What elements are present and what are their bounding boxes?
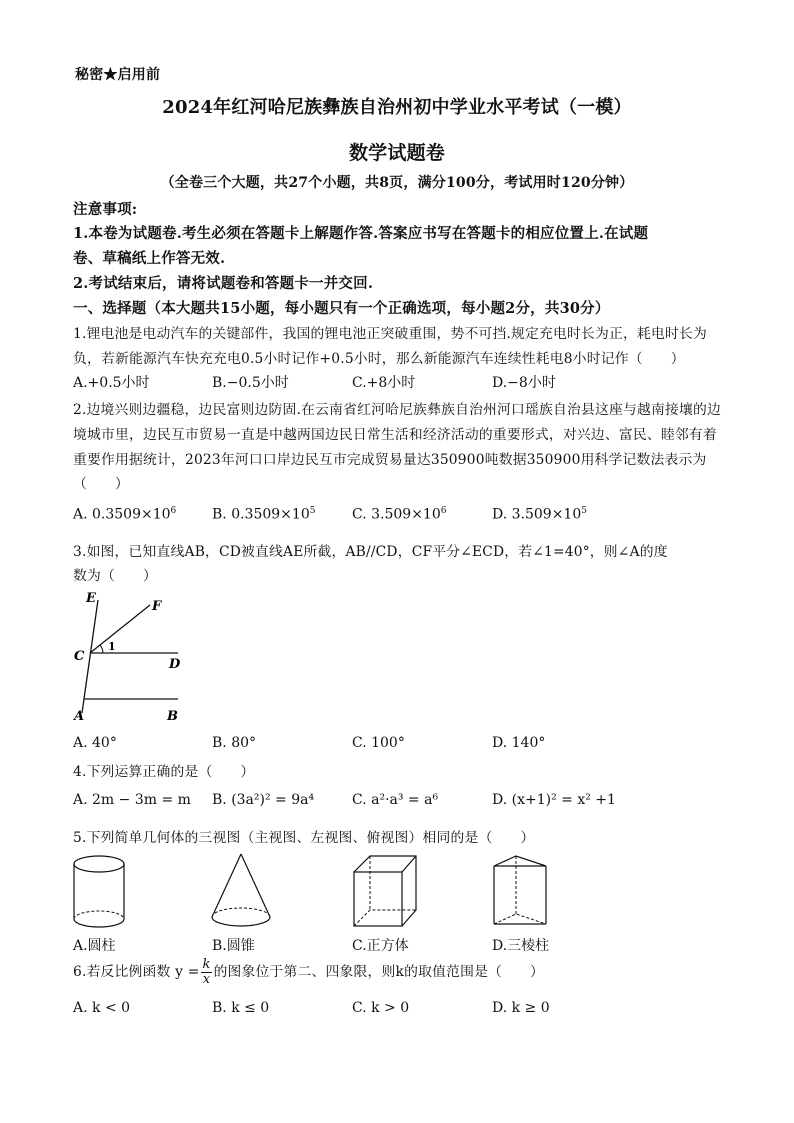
q1-option-d: D.−8小时 [492, 375, 556, 391]
q2-stem-line-4: （ ） [73, 476, 129, 492]
label-e: E [86, 591, 96, 606]
label-angle-1: 1 [108, 640, 116, 653]
label-a: A [74, 709, 85, 724]
q4-stem: 4.下列运算正确的是（ ） [73, 764, 255, 780]
q1-stem-line-1: 1.锂电池是电动汽车的关键部件，我国的锂电池正突破重围，势不可挡.规定充电时长为正，耗电时长为 [73, 326, 708, 342]
q5-stem: 5.下列简单几何体的三视图（主视图、左视图、俯视图）相同的是（ ） [73, 830, 535, 846]
q3-option-d: D. 140° [492, 735, 546, 751]
q6-option-a: A. k < 0 [73, 1000, 131, 1016]
q5-option-a: A.圆柱 [73, 938, 116, 954]
q5-option-c: C.正方体 [352, 938, 409, 954]
cylinder-figure [70, 852, 130, 932]
q5-option-d: D.三棱柱 [492, 938, 550, 954]
q1-option-c: C.+8小时 [352, 375, 416, 391]
q3-stem-line-2: 数为（ ） [73, 568, 157, 584]
cone-figure [208, 850, 274, 932]
q6-fraction-denominator: x [202, 972, 211, 987]
q4-option-b: B. (3a²)² = 9a⁴ [212, 792, 315, 808]
q6-fraction [201, 958, 211, 987]
q2-stem-line-2: 境城市里，边民互市贸易一直是中越两国边民日常生活和经济活动的重要形式，对兴边、富民、睦邻有着 [73, 427, 717, 443]
section-1-heading: 一、选择题（本大题共15小题，每小题只有一个正确选项，每小题2分，共30分） [73, 300, 610, 317]
q3-option-c: C. 100° [352, 735, 405, 751]
label-f: F [152, 599, 162, 614]
q2-option-d: D. $3.509\times 10^5$ [492, 506, 587, 523]
secret-label: 秘密★启用前 [75, 67, 161, 83]
cube-figure [350, 852, 420, 934]
q3-option-b: B. 80° [212, 735, 257, 751]
exam-info: （全卷三个大题，共27个小题，共8页，满分100分，考试用时120分钟） [160, 175, 634, 191]
notice-item-1-line-1: 1.本卷为试题卷.考生必须在答题卡上解题作答.答案应书写在答题卡的相应位置上.在试题 [73, 225, 649, 242]
q2-option-c: C. $3.509\times 10^6$ [352, 506, 447, 523]
label-d: D [169, 657, 181, 672]
q2-option-a: A. $0.3509\times 10^6$ [73, 506, 177, 523]
q6-stem-post: 的图象位于第二、四象限，则k的取值范围是（ ） [213, 964, 545, 980]
notice-heading: 注意事项: [73, 201, 138, 218]
label-c: C [74, 649, 85, 664]
angle-1-arc [100, 645, 103, 653]
q3-figure [70, 590, 200, 725]
q1-stem-line-2: 负，若新能源汽车快充充电0.5小时记作+0.5小时，那么新能源汽车连续性耗电8小时记作（ ） [73, 351, 685, 367]
q5-option-b: B.圆锥 [212, 938, 255, 954]
q6-option-c: C. k > 0 [352, 1000, 410, 1016]
line-cf [90, 605, 150, 653]
q4-option-c: C. a²·a³ = a⁶ [352, 792, 439, 808]
q4-option-d: D. (x+1)² = x² +1 [492, 792, 616, 808]
q4-option-a: A. 2m − 3m = m [73, 792, 191, 808]
q2-stem-line-1: 2.边境兴则边疆稳，边民富则边防固.在云南省红河哈尼族彝族自治州河口瑶族自治县这座与越南接壤的边 [73, 402, 722, 418]
q3-stem-line-1: 3.如图，已知直线AB，CD被直线AE所截，AB//CD，CF平分∠ECD，若∠1=40°，则∠A的度 [73, 544, 668, 560]
q6-stem-pre: 6.若反比例函数 y = [73, 964, 200, 980]
q6-option-d: D. k ≥ 0 [492, 1000, 550, 1016]
notice-item-1-line-2: 卷、草稿纸上作答无效. [73, 250, 226, 267]
label-b: B [167, 709, 178, 724]
q2-stem-line-3: 重要作用据统计，2023年河口口岸边民互市完成贸易量达350900吨数据350900用科学记数法表示为 [73, 452, 707, 468]
q1-option-b: B.−0.5小时 [212, 375, 289, 391]
line-ae [82, 600, 98, 713]
q3-option-a: A. 40° [73, 735, 117, 751]
q6-fraction-numerator: k [202, 957, 211, 972]
q6-option-b: B. k ≤ 0 [212, 1000, 270, 1016]
q6-stem [73, 958, 544, 987]
q2-option-b: B. $0.3509\times 10^5$ [212, 506, 316, 523]
q1-option-a: A.+0.5小时 [73, 375, 150, 391]
paper-subtitle: 数学试题卷 [348, 142, 445, 164]
notice-item-2: 2.考试结束后，请将试题卷和答题卡一并交回. [73, 275, 374, 292]
triangular-prism-figure [490, 852, 550, 934]
exam-title: 2024年红河哈尼族彝族自治州初中学业水平考试（一模） [162, 97, 632, 118]
